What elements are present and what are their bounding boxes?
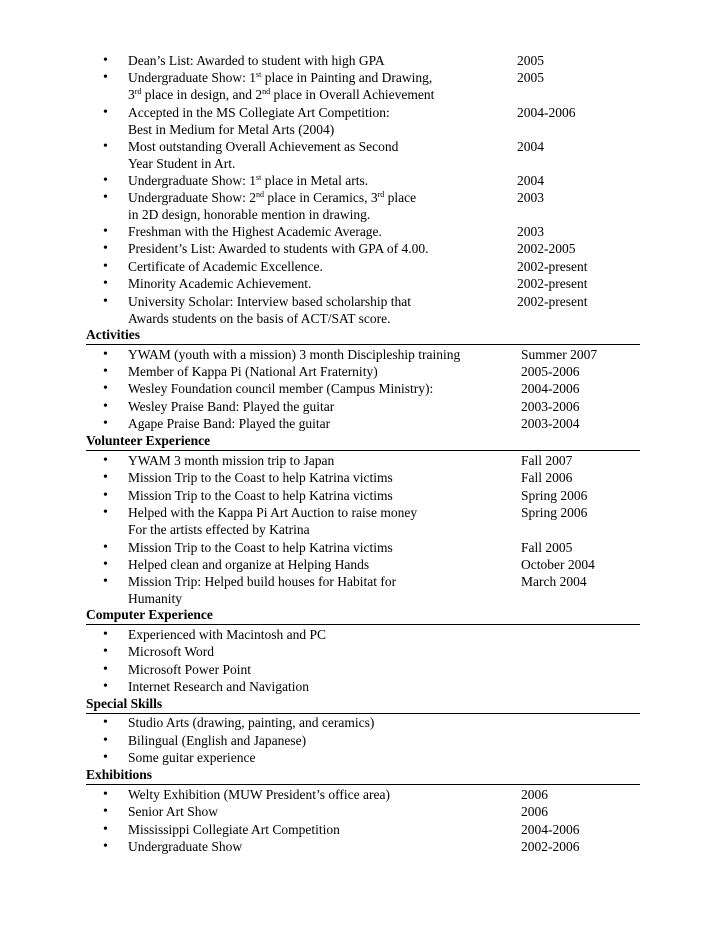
item-date: 2003 (517, 190, 544, 205)
bullet: • (103, 715, 108, 730)
bullet: • (103, 627, 108, 642)
bullet: • (103, 241, 108, 256)
bullet: • (103, 644, 108, 659)
list-item (0, 346, 728, 364)
section-heading-activities: Activities (86, 327, 140, 342)
item-text: Microsoft Power Point (128, 662, 251, 677)
item-continuation: in 2D design, honorable mention in drawing. (128, 207, 371, 222)
section-heading-volunteer: Volunteer Experience (86, 433, 211, 448)
item-text: Mission Trip to the Coast to help Katrina victims (128, 470, 393, 485)
list-item (0, 732, 728, 750)
bullet: • (103, 347, 108, 362)
item-text: Microsoft Word (128, 644, 215, 659)
item-text: Studio Arts (drawing, painting, and ceramics) (128, 715, 375, 730)
item-continuation: Best in Medium for Metal Arts (2004) (128, 122, 335, 137)
item-text: Undergraduate Show (128, 839, 243, 854)
item-date: Spring 2006 (521, 505, 588, 520)
list-item (0, 452, 728, 470)
item-text: Welty Exhibition (MUW President’s office area) (128, 787, 390, 802)
item-date: March 2004 (521, 574, 587, 589)
section-divider (86, 784, 640, 785)
bullet: • (103, 399, 108, 414)
list-item (0, 52, 728, 70)
list-item (0, 415, 728, 433)
bullet: • (103, 662, 108, 677)
item-text: Internet Research and Navigation (128, 679, 310, 694)
list-item (0, 573, 728, 606)
item-date: Spring 2006 (521, 488, 588, 503)
bullet: • (103, 381, 108, 396)
bullet: • (103, 53, 108, 68)
bullet: • (103, 105, 108, 120)
item-date: 2002-present (517, 276, 588, 291)
item-date: Summer 2007 (521, 347, 598, 362)
section-divider (86, 450, 640, 451)
item-continuation: For the artists effected by Katrina (128, 522, 310, 537)
item-text: Member of Kappa Pi (National Art Fraternity) (128, 364, 378, 379)
item-date: Fall 2006 (521, 470, 573, 485)
item-continuation: Year Student in Art. (128, 156, 236, 171)
item-text: Mission Trip to the Coast to help Katrina victims (128, 488, 393, 503)
item-text: Certificate of Academic Excellence. (128, 259, 323, 274)
item-date: 2005-2006 (521, 364, 580, 379)
item-date: 2004-2006 (521, 822, 580, 837)
list-item (0, 138, 728, 171)
item-date: 2003-2004 (521, 416, 580, 431)
item-date: 2004 (517, 173, 544, 188)
item-text: Mission Trip: Helped build houses for Habitat for (128, 574, 397, 589)
section-divider (86, 624, 640, 625)
item-text: Helped with the Kappa Pi Art Auction to raise money (128, 505, 418, 520)
list-item (0, 626, 728, 644)
list-item (0, 275, 728, 293)
item-text: Wesley Praise Band: Played the guitar (128, 399, 335, 414)
list-item (0, 469, 728, 487)
bullet: • (103, 139, 108, 154)
list-item (0, 487, 728, 505)
item-text: Undergraduate Show: 1st place in Painting and Drawing, (128, 70, 433, 85)
item-text: YWAM (youth with a mission) 3 month Discipleship training (128, 347, 461, 362)
item-text: Helped clean and organize at Helping Hands (128, 557, 370, 572)
item-date: 2002-present (517, 294, 588, 309)
list-item (0, 398, 728, 416)
item-date: 2005 (517, 53, 544, 68)
item-text: Some guitar experience (128, 750, 256, 765)
item-date: 2003-2006 (521, 399, 580, 414)
list-item (0, 539, 728, 557)
item-date: Fall 2007 (521, 453, 573, 468)
list-item (0, 821, 728, 839)
item-text: Senior Art Show (128, 804, 219, 819)
list-item (0, 258, 728, 276)
item-date: Fall 2005 (521, 540, 573, 555)
item-date: 2004 (517, 139, 544, 154)
item-text: Undergraduate Show: 2nd place in Ceramics, 3rd place (128, 190, 417, 205)
bullet: • (103, 70, 108, 85)
list-item (0, 678, 728, 696)
bullet: • (103, 822, 108, 837)
section-heading-computer: Computer Experience (86, 607, 213, 622)
bullet: • (103, 679, 108, 694)
section-heading-exhibitions: Exhibitions (86, 767, 153, 782)
list-item (0, 380, 728, 398)
bullet: • (103, 190, 108, 205)
bullet: • (103, 804, 108, 819)
bullet: • (103, 574, 108, 589)
bullet: • (103, 294, 108, 309)
item-text: Dean’s List: Awarded to student with high GPA (128, 53, 385, 68)
list-item (0, 714, 728, 732)
item-text: President’s List: Awarded to students with GPA of 4.00. (128, 241, 429, 256)
list-item (0, 504, 728, 537)
item-continuation: 3rd place in design, and 2nd place in Overall Achievement (128, 87, 435, 102)
bullet: • (103, 557, 108, 572)
item-text: Agape Praise Band: Played the guitar (128, 416, 331, 431)
bullet: • (103, 505, 108, 520)
item-text: University Scholar: Interview based scholarship that (128, 294, 412, 309)
item-text: Most outstanding Overall Achievement as Second (128, 139, 399, 154)
list-item (0, 223, 728, 241)
item-date: 2004-2006 (517, 105, 576, 120)
item-text: Undergraduate Show: 1st place in Metal arts. (128, 173, 369, 188)
item-date: 2005 (517, 70, 544, 85)
item-text: YWAM 3 month mission trip to Japan (128, 453, 335, 468)
section-heading-skills: Special Skills (86, 696, 163, 711)
list-item (0, 189, 728, 222)
item-date: 2002-2005 (517, 241, 576, 256)
list-item (0, 838, 728, 856)
item-text: Wesley Foundation council member (Campus Ministry): (128, 381, 434, 396)
list-item (0, 556, 728, 574)
item-text: Mississippi Collegiate Art Competition (128, 822, 340, 837)
bullet: • (103, 259, 108, 274)
list-item (0, 749, 728, 767)
item-date: October 2004 (521, 557, 595, 572)
item-date: 2006 (521, 787, 548, 802)
bullet: • (103, 839, 108, 854)
bullet: • (103, 733, 108, 748)
list-item (0, 803, 728, 821)
list-item (0, 786, 728, 804)
item-text: Mission Trip to the Coast to help Katrina victims (128, 540, 393, 555)
item-continuation: Humanity (128, 591, 182, 606)
item-text: Experienced with Macintosh and PC (128, 627, 326, 642)
item-text: Minority Academic Achievement. (128, 276, 312, 291)
list-item (0, 661, 728, 679)
bullet: • (103, 787, 108, 802)
bullet: • (103, 540, 108, 555)
bullet: • (103, 750, 108, 765)
list-item (0, 172, 728, 190)
list-item (0, 69, 728, 102)
item-date: 2002-2006 (521, 839, 580, 854)
list-item (0, 643, 728, 661)
bullet: • (103, 276, 108, 291)
bullet: • (103, 173, 108, 188)
bullet: • (103, 416, 108, 431)
bullet: • (103, 470, 108, 485)
item-continuation: Awards students on the basis of ACT/SAT score. (128, 311, 391, 326)
item-date: 2002-present (517, 259, 588, 274)
list-item (0, 240, 728, 258)
item-date: 2003 (517, 224, 544, 239)
list-item (0, 104, 728, 137)
bullet: • (103, 224, 108, 239)
bullet: • (103, 364, 108, 379)
item-date: 2004-2006 (521, 381, 580, 396)
item-text: Bilingual (English and Japanese) (128, 733, 307, 748)
section-divider (86, 344, 640, 345)
item-date: 2006 (521, 804, 548, 819)
bullet: • (103, 488, 108, 503)
list-item (0, 363, 728, 381)
item-text: Accepted in the MS Collegiate Art Competition: (128, 105, 390, 120)
list-item (0, 293, 728, 326)
item-text: Freshman with the Highest Academic Average. (128, 224, 382, 239)
bullet: • (103, 453, 108, 468)
